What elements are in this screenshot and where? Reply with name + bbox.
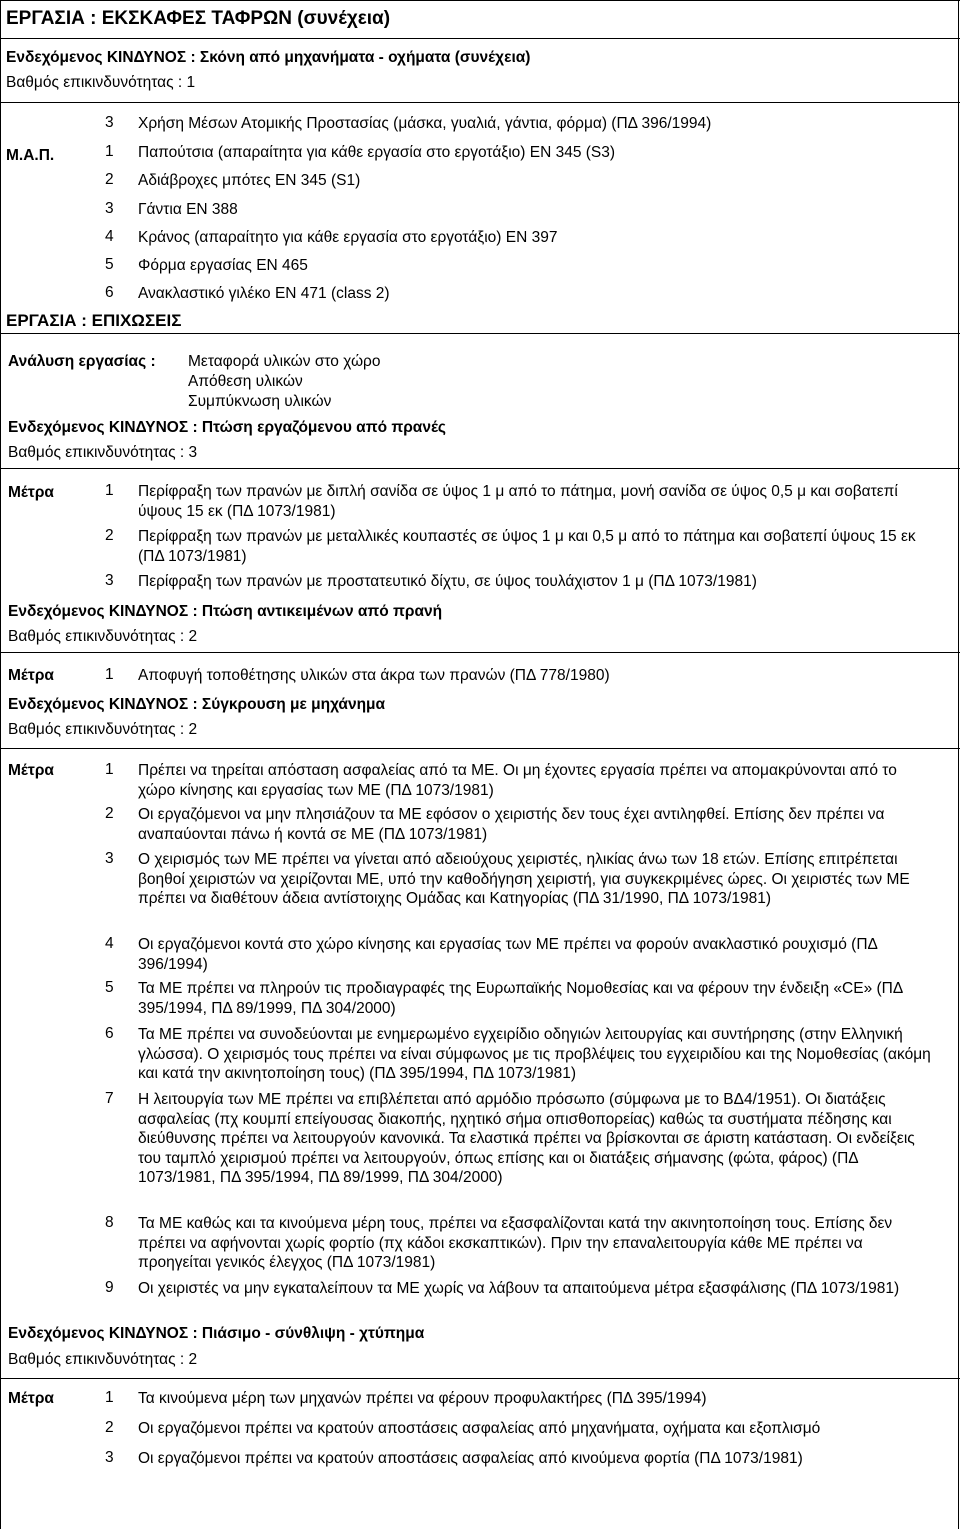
item-number: 9 (105, 1279, 114, 1296)
risk-rule-2 (0, 652, 960, 653)
risk-rule-4 (0, 1378, 960, 1379)
section-rule (0, 333, 960, 334)
page-title: ΕΡΓΑΣΙΑ : ΕΚΣΚΑΦΕΣ ΤΑΦΡΩΝ (συνέχεια) (6, 8, 391, 29)
measure-text: Οι εργαζόμενοι πρέπει να κρατούν αποστάσεις ασφαλείας από κινούμενα φορτία (ΠΔ 1073/1981) (138, 1450, 803, 1467)
measures-label: Μέτρα (8, 1390, 54, 1407)
measure-text: Οι εργαζόμενοι πρέπει να κρατούν αποστάσεις ασφαλείας από μηχανήματα, οχήματα και εξοπλισμό (138, 1420, 821, 1437)
analysis-item: Μεταφορά υλικών στο χώρο (188, 353, 381, 370)
measure-text: Περίφραξη των πρανών με μεταλλικές κουπαστές σε ύψος 1 μ και 0,5 μ από το πάτημα και σοβατεπί ύψους 15 εκ (ΠΔ 1073/1981) (138, 528, 916, 565)
item-number: 6 (105, 1025, 114, 1042)
hazard-rule (0, 102, 960, 103)
risk-rule-1 (0, 468, 960, 469)
right-border (958, 0, 959, 1529)
item-number: 2 (105, 1419, 114, 1436)
header-rule (0, 38, 960, 39)
item-number: 8 (105, 1214, 114, 1231)
item-number: 6 (105, 284, 114, 301)
item-number: 3 (105, 1449, 114, 1466)
risk-level: Βαθμός επικινδυνότητας : 2 (8, 628, 198, 645)
item-number: 1 (105, 666, 114, 683)
item-number: 1 (105, 1389, 114, 1406)
ppe-item: Κράνος (απαραίτητο για κάθε εργασία στο εργοτάξιο) ΕΝ 397 (138, 229, 558, 246)
hazard-title: Ενδεχόμενος ΚΙΝΔΥΝΟΣ : Πτώση αντικειμένων από πρανή (8, 603, 443, 620)
item-number: 3 (105, 572, 114, 589)
measure-text: Χρήση Μέσων Ατομικής Προστασίας (μάσκα, γυαλιά, γάντια, φόρμα) (ΠΔ 396/1994) (138, 115, 712, 132)
ppe-item: Ανακλαστικό γιλέκο ΕΝ 471 (class 2) (138, 285, 390, 302)
measure-text: Περίφραξη των πρανών με διπλή σανίδα σε ύψος 1 μ από το πάτημα, μονή σανίδα σε ύψος 0,5 μ και σοβατεπί ύψους 15 εκ (ΠΔ 1073/1981) (138, 483, 898, 520)
measure-text: Οι εργαζόμενοι να μην πλησιάζουν τα ΜΕ εφόσον ο χειριστής δεν τους έχει αντιληφθεί. Επίσης δεν πρέπει να αναπαύονται πάνω ή κοντά σε ΜΕ (ΠΔ 1073/1981) (138, 806, 885, 843)
measures-label: Μέτρα (8, 484, 54, 501)
risk-level: Βαθμός επικινδυνότητας : 2 (8, 1351, 198, 1368)
item-number: 3 (105, 850, 114, 867)
item-number: 2 (105, 527, 114, 544)
measure-text: Οι εργαζόμενοι κοντά στο χώρο κίνησης και εργασίας των ΜΕ πρέπει να φορούν ανακλαστικό ρουχισμό (ΠΔ 396/1994) (138, 936, 878, 973)
item-number: 4 (105, 228, 114, 245)
analysis-item: Απόθεση υλικών (188, 373, 303, 390)
analysis-item: Συμπύκνωση υλικών (188, 393, 332, 410)
risk-level: Βαθμός επικινδυνότητας : 2 (8, 721, 198, 738)
measure-text: Οι χειριστές να μην εγκαταλείπουν τα ΜΕ χωρίς να λάβουν τα απαιτούμενα μέτρα εξασφάλισης (ΠΔ 1073/1981) (138, 1280, 900, 1297)
hazard-title: Ενδεχόμενος ΚΙΝΔΥΝΟΣ : Σύγκρουση με μηχάνημα (8, 696, 386, 713)
measure-text: Τα ΜΕ πρέπει να πληρούν τις προδιαγραφές της Ευρωπαϊκής Νομοθεσίας και να φέρουν την ένδειξη «CE» (ΠΔ 395/1994, ΠΔ 89/1999, ΠΔ 304/2000) (138, 980, 903, 1017)
measure-text: Τα κινούμενα μέρη των μηχανών πρέπει να φέρουν προφυλακτήρες (ΠΔ 395/1994) (138, 1390, 707, 1407)
item-number: 2 (105, 171, 114, 188)
item-number: 3 (105, 200, 114, 217)
ppe-item: Φόρμα εργασίας ΕΝ 465 (138, 257, 308, 274)
item-number: 1 (105, 761, 114, 778)
risk-level: Βαθμός επικινδυνότητας : 3 (8, 444, 198, 461)
left-border (0, 0, 1, 1529)
ppe-item: Αδιάβροχες μπότες ΕΝ 345 (S1) (138, 172, 361, 189)
item-number: 3 (105, 114, 114, 131)
top-rule (0, 0, 960, 1)
item-number: 1 (105, 143, 114, 160)
risk-level: Βαθμός επικινδυνότητας : 1 (6, 74, 196, 91)
measure-text: Αποφυγή τοποθέτησης υλικών στα άκρα των πρανών (ΠΔ 778/1980) (138, 667, 610, 684)
item-number: 5 (105, 979, 114, 996)
ppe-item: Παπούτσια (απαραίτητα για κάθε εργασία στο εργοτάξιο) ΕΝ 345 (S3) (138, 144, 616, 161)
measure-text: Η λειτουργία των ΜΕ πρέπει να επιβλέπεται από αρμόδιο πρόσωπο (σύμφωνα με το ΒΔ4/1951). Οι διατάξεις ασφαλείας (πχ κουμπί επείγουσας διακοπής, ηχητικό σήμα οπισθοπορείας) καθώς τα συστήματα πέδησης και διεύθυνσης πρέπει να λειτουργούν κανονικά. Τα ελαστικά πρέπει να βρίσκονται σε άριστη κατάσταση. Οι ενδείξεις του ταμπλό χειρισμού πρέπει να λειτουργούν, όπως επίσης και οι διατάξεις σήμανσης (φώτα, φάρος) (ΠΔ 1073/1981, ΠΔ 395/1994, ΠΔ 89/1999, ΠΔ 304/2000) (138, 1091, 915, 1186)
hazard-title: Ενδεχόμενος ΚΙΝΔΥΝΟΣ : Σκόνη από μηχανήματα - οχήματα (συνέχεια) (6, 49, 531, 66)
item-number: 2 (105, 805, 114, 822)
hazard-title: Ενδεχόμενος ΚΙΝΔΥΝΟΣ : Πιάσιμο - σύνθλιψη - χτύπημα (8, 1325, 425, 1342)
item-number: 7 (105, 1090, 114, 1107)
risk-rule-3 (0, 748, 960, 749)
item-number: 1 (105, 482, 114, 499)
measure-text: Τα ΜΕ πρέπει να συνοδεύονται με ενημερωμένο εγχειρίδιο οδηγιών λειτουργίας και συντήρησης (στην Ελληνική γλώσσα). Ο χειρισμός τους πρέπει να είναι σύμφωνος με τις προβλέψεις του εγχειριδίου και της Νομοθεσίας (ακόμη και κατά την ακινητοποίηση τους) (ΠΔ 395/1994, ΠΔ 1073/1981) (138, 1026, 931, 1082)
measure-text: Περίφραξη των πρανών με προστατευτικό δίχτυ, σε ύψος τουλάχιστον 1 μ (ΠΔ 1073/1981) (138, 573, 757, 590)
section-title: ΕΡΓΑΣΙΑ : ΕΠΙΧΩΣΕΙΣ (6, 311, 182, 330)
measures-label: Μέτρα (8, 667, 54, 684)
measure-text: Ο χειρισμός των ΜΕ πρέπει να γίνεται από αδειούχους χειριστές, ηλικίας άνω των 18 ετών. Επίσης επιτρέπεται βοηθοί χειριστών να χειρίζονται ΜΕ, υπό την καθοδήγηση χειριστή, για συγκεκριμένες ώρες. Οι χειριστές των ΜΕ πρέπει να διαθέτουν άδεια αντίστοιχης Ομάδας και Κατηγορίας (ΠΔ 31/1990, ΠΔ 1073/1981) (138, 851, 910, 907)
hazard-title: Ενδεχόμενος ΚΙΝΔΥΝΟΣ : Πτώση εργαζόμενου από πρανές (8, 419, 446, 436)
analysis-label: Ανάλυση εργασίας : (8, 353, 156, 370)
ppe-label: Μ.Α.Π. (6, 147, 55, 164)
measure-text: Τα ΜΕ καθώς και τα κινούμενα μέρη τους, πρέπει να εξασφαλίζονται κατά την ακινητοποίηση τους. Επίσης δεν πρέπει να αφήνονται χωρίς φορτίο (πχ κάδοι εκσκαπτικών). Πριν την επαναλειτουργία κάθε ΜΕ πρέπει να προηγείται γενικός έλεγχος (ΠΔ 1073/1981) (138, 1215, 893, 1271)
ppe-item: Γάντια ΕΝ 388 (138, 201, 238, 218)
measures-label: Μέτρα (8, 762, 54, 779)
item-number: 4 (105, 935, 114, 952)
item-number: 5 (105, 256, 114, 273)
measure-text: Πρέπει να τηρείται απόσταση ασφαλείας από τα ΜΕ. Οι μη έχοντες εργασία πρέπει να απομακρύνονται από το χώρο κίνησης και εργασίας των ΜΕ (ΠΔ 1073/1981) (138, 762, 897, 799)
